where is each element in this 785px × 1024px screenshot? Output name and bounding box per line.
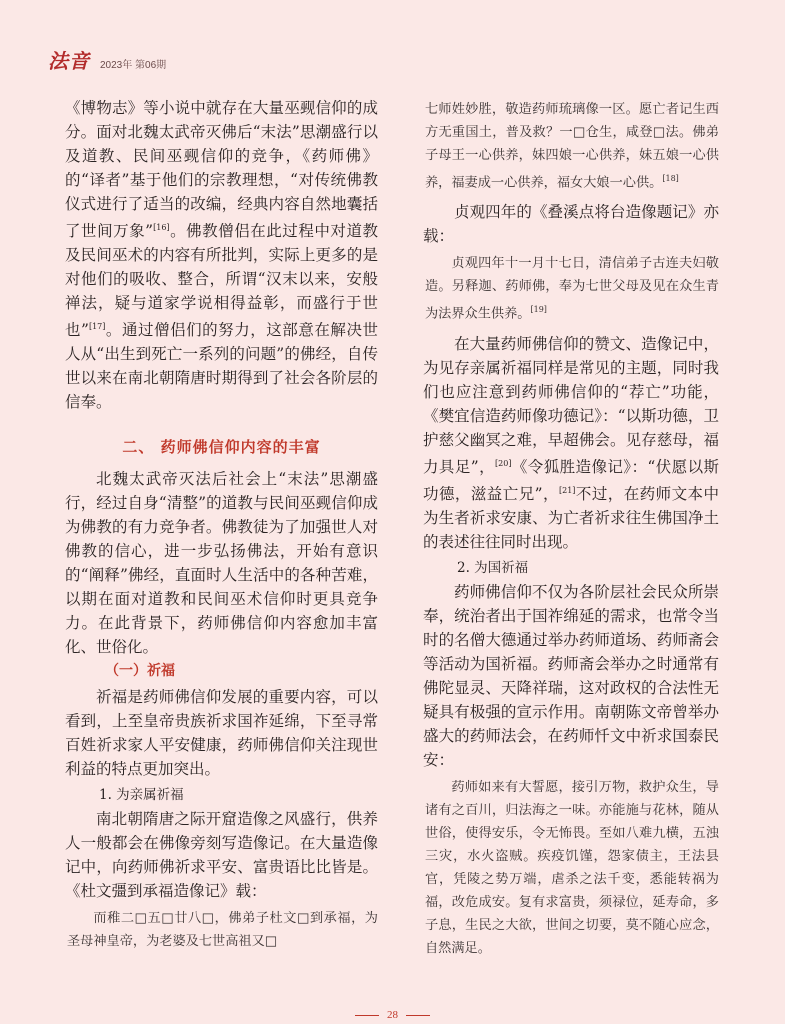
paragraph: 药师佛信仰不仅为各阶层社会民众所崇奉，统治者出于国祚绵延的需求，也常令当时的名僧大德通过举办药师道场、药师斋会等活动为国祈福。药师斋会举办之时通常有佛陀显灵、天降祥瑞，这对政权的合法性无疑具有极强的宣示作用。南朝陈文帝曾举办盛大的药师法会，在药师忏文中祈求国泰民安： bbox=[423, 583, 719, 770]
paragraph: 南北朝隋唐之际开窟造像之风盛行，供养人一般都会在佛像旁刻写造像记。在大量造像记中，向药师佛祈求平安、富贵语比比皆是。《杜文彊到承福造像记》载： bbox=[65, 810, 378, 901]
footnote-ref: [20] bbox=[495, 458, 512, 468]
left-column bbox=[65, 96, 378, 959]
paragraph: 在大量药师佛信仰的赞文、造像记中，为见存亲属祈福同样是常见的主题，同时我们也应注意到药师佛信仰的“荐亡”功能，《樊宜信造药师像功德记》：“以斯功德，卫护慈父幽冥之难，早超佛会。见存慈母，福力具足”，[20]《令狐胜造像记》：“伏愿以斯功德，滋益亡兄”，[21]不过，在药师文本中为生者祈求安康、为亡者祈求往生佛国净土的表述往往同时出现。 bbox=[423, 334, 719, 552]
paragraph: 祈福是药师佛信仰发展的重要内容，可以看到，上至皇帝贵族祈求国祚延绵，下至寻常百姓祈求家人平安健康，药师佛信仰关注现世利益的特点更加突出。 bbox=[65, 688, 378, 779]
paragraph: 贞观四年的《叠溪点将台造像题记》亦载： bbox=[423, 203, 719, 246]
sub-subsection-heading: 2. 为国祈福 bbox=[457, 560, 529, 577]
subsection-heading: （一）祈福 bbox=[105, 663, 175, 680]
sub-subsection-heading: 1. 为亲属祈福 bbox=[99, 787, 184, 804]
paragraph: 《博物志》等小说中就存在大量巫觋信仰的成分。面对北魏太武帝灭佛后“末法”思潮盛行以及道教、民间巫觋信仰的竞争，《药师佛》的“译者”基于他们的宗教理想，“对传统佛教仪式进行了适当的改编，经典内容自然地囊括了世间万象”[16]。佛教僧侣在此过程中对道教及民间巫术的内容有所批判，实际上更多的是对他们的吸收、整合，所谓“汉末以来，安般禅法，疑与道家学说相得益彰，而盛行于世也”[17]。通过僧侣们的努力，这部意在解决世人从“出生到死亡一系列的问题”的佛经，自传世以来在南北朝隋唐时期得到了社会各阶层的信奉。 bbox=[65, 99, 378, 412]
block-quote: 贞观四年十一月十七日，清信弟子古连夫妇敬造。另释迦、药师佛，奉为七世父母及见在众生青为法界众生供养。[19] bbox=[425, 256, 719, 322]
issue-label: 2023年 第06期 bbox=[100, 60, 167, 71]
footnote-ref: [17] bbox=[88, 322, 106, 332]
page-number: 28 bbox=[387, 1009, 398, 1021]
paragraph: 北魏太武帝灭法后社会上“末法”思潮盛行，经过自身“清整”的道教与民间巫觋信仰成为佛教的有力竞争者。佛教徒为了加强世人对佛教的信心，进一步弘扬佛法，开始有意识的“阐释”佛经，直面时人生活中的各种苦难，以期在面对道教和民间巫术信仰时更具竞争力。在此背景下，药师佛信仰内容愈加丰富化、世俗化。 bbox=[65, 470, 378, 657]
footnote-ref: [16] bbox=[153, 223, 170, 232]
block-quote: 药师如来有大誓愿，接引万物，救护众生，导诸有之百川，归法海之一味。亦能施与花林，随从世俗，使得安乐，令无怖畏。至如八难九横，五浊三灾，水火盗贼。疾疫饥馑，怨家债主，王法县官，凭陵之势万端，虐杀之法千变，悉能转祸为福，改危成安。复有求富贵，须禄位，延寿命，多子息，生民之大欲，世间之切要，莫不随心应念，自然满足。 bbox=[425, 780, 719, 957]
page-header bbox=[48, 45, 167, 73]
footnote-ref: [21] bbox=[559, 485, 576, 495]
section-heading: 二、 药师佛信仰内容的丰富 bbox=[122, 438, 321, 457]
footnote-ref: [18] bbox=[662, 174, 679, 183]
journal-logo: 法音 bbox=[48, 49, 90, 73]
footer-rule bbox=[406, 1015, 430, 1016]
footnote-ref: [19] bbox=[530, 305, 547, 315]
page-footer bbox=[0, 1009, 785, 1021]
footer-rule bbox=[355, 1015, 379, 1016]
block-quote: 而稚二□五□廿八□，佛弟子杜文□到承福，为圣母神皇帝，为老婆及七世高祖又□ bbox=[67, 911, 378, 950]
block-quote: 七师姓妙胜，敬造药师琉璃像一区。愿亡者记生西方无重国土，普及救？一□仓生，咸登□法。佛弟子母王一心供养，妹四娘一心供养，妹五娘一心供养，福妻成一心供养，福女大娘一心供。[18] bbox=[425, 102, 719, 191]
right-column bbox=[423, 98, 719, 966]
